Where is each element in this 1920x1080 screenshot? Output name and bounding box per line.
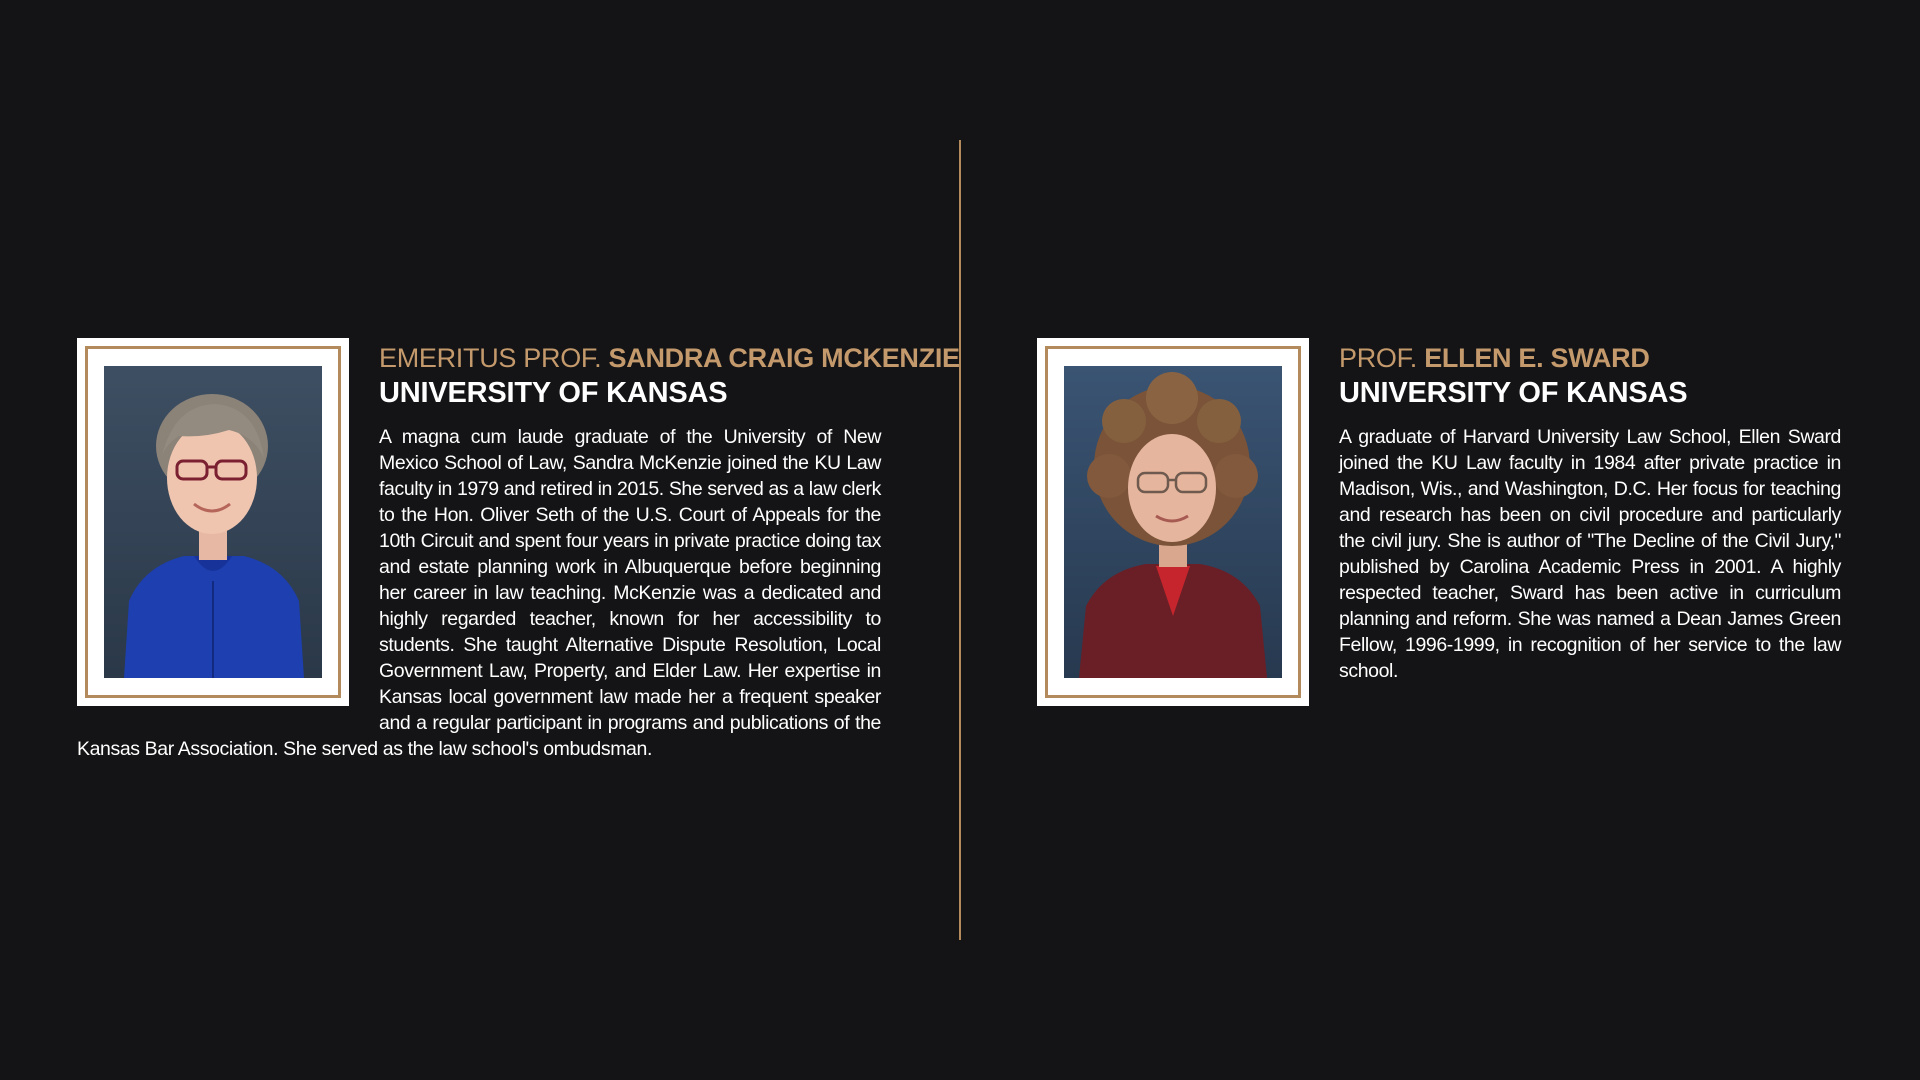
profile-bio: A magna cum laude graduate of the University of New Mexico School of Law, Sandra McKenzie joined the KU Law faculty in 1979 and retired in 2015. She served as a law clerk to the Hon. Oliver Seth of the U.S. Court of Appeals for the 10th Circuit and spent four years in private practice doing tax and estate planning work in Albuquerque before beginning her career in law teaching. McKenzie was a dedicated and highly regarded teacher, known for her accessibility to students. She taught Alternative Dispute Resolution, Local Government Law, Property, and Elder Law. Her expertise in Kansas local government law made her a frequent speaker and a regular participant in programs and publications of the Kansas Bar Association. She served as the law school's ombudsman.	[77, 426, 882, 760]
profile-bio: A graduate of Harvard University Law School, Ellen Sward joined the KU Law faculty in 1984 after private practice in Madison, Wis., and Washington, D.C. Her focus for teaching and research has been on civil procedure and particularly the civil jury. She is author of "The Decline of the Civil Jury," published by Carolina Academic Press in 2001. A highly respected teacher, Sward has been active in curriculum planning and reform. She was named a Dean James Green Fellow, 1996-1999, in recognition of her service to the law school.	[1339, 426, 1841, 682]
institution-name: UNIVERSITY OF KANSAS	[379, 377, 728, 409]
institution-name: UNIVERSITY OF KANSAS	[1339, 377, 1688, 409]
profile-name: SANDRA CRAIG MCKENZIE	[608, 343, 960, 373]
profile-card-sward	[1037, 338, 1841, 718]
profile-card-mckenzie	[77, 338, 960, 762]
photo-frame	[1037, 338, 1309, 706]
portrait-photo-mckenzie	[104, 366, 322, 678]
title-prefix: PROF.	[1339, 343, 1418, 373]
profile-name: ELLEN E. SWARD	[1424, 343, 1650, 373]
title-prefix: EMERITUS PROF.	[379, 343, 602, 373]
photo-frame	[77, 338, 349, 706]
center-divider	[959, 140, 961, 940]
portrait-photo-sward	[1064, 366, 1282, 678]
